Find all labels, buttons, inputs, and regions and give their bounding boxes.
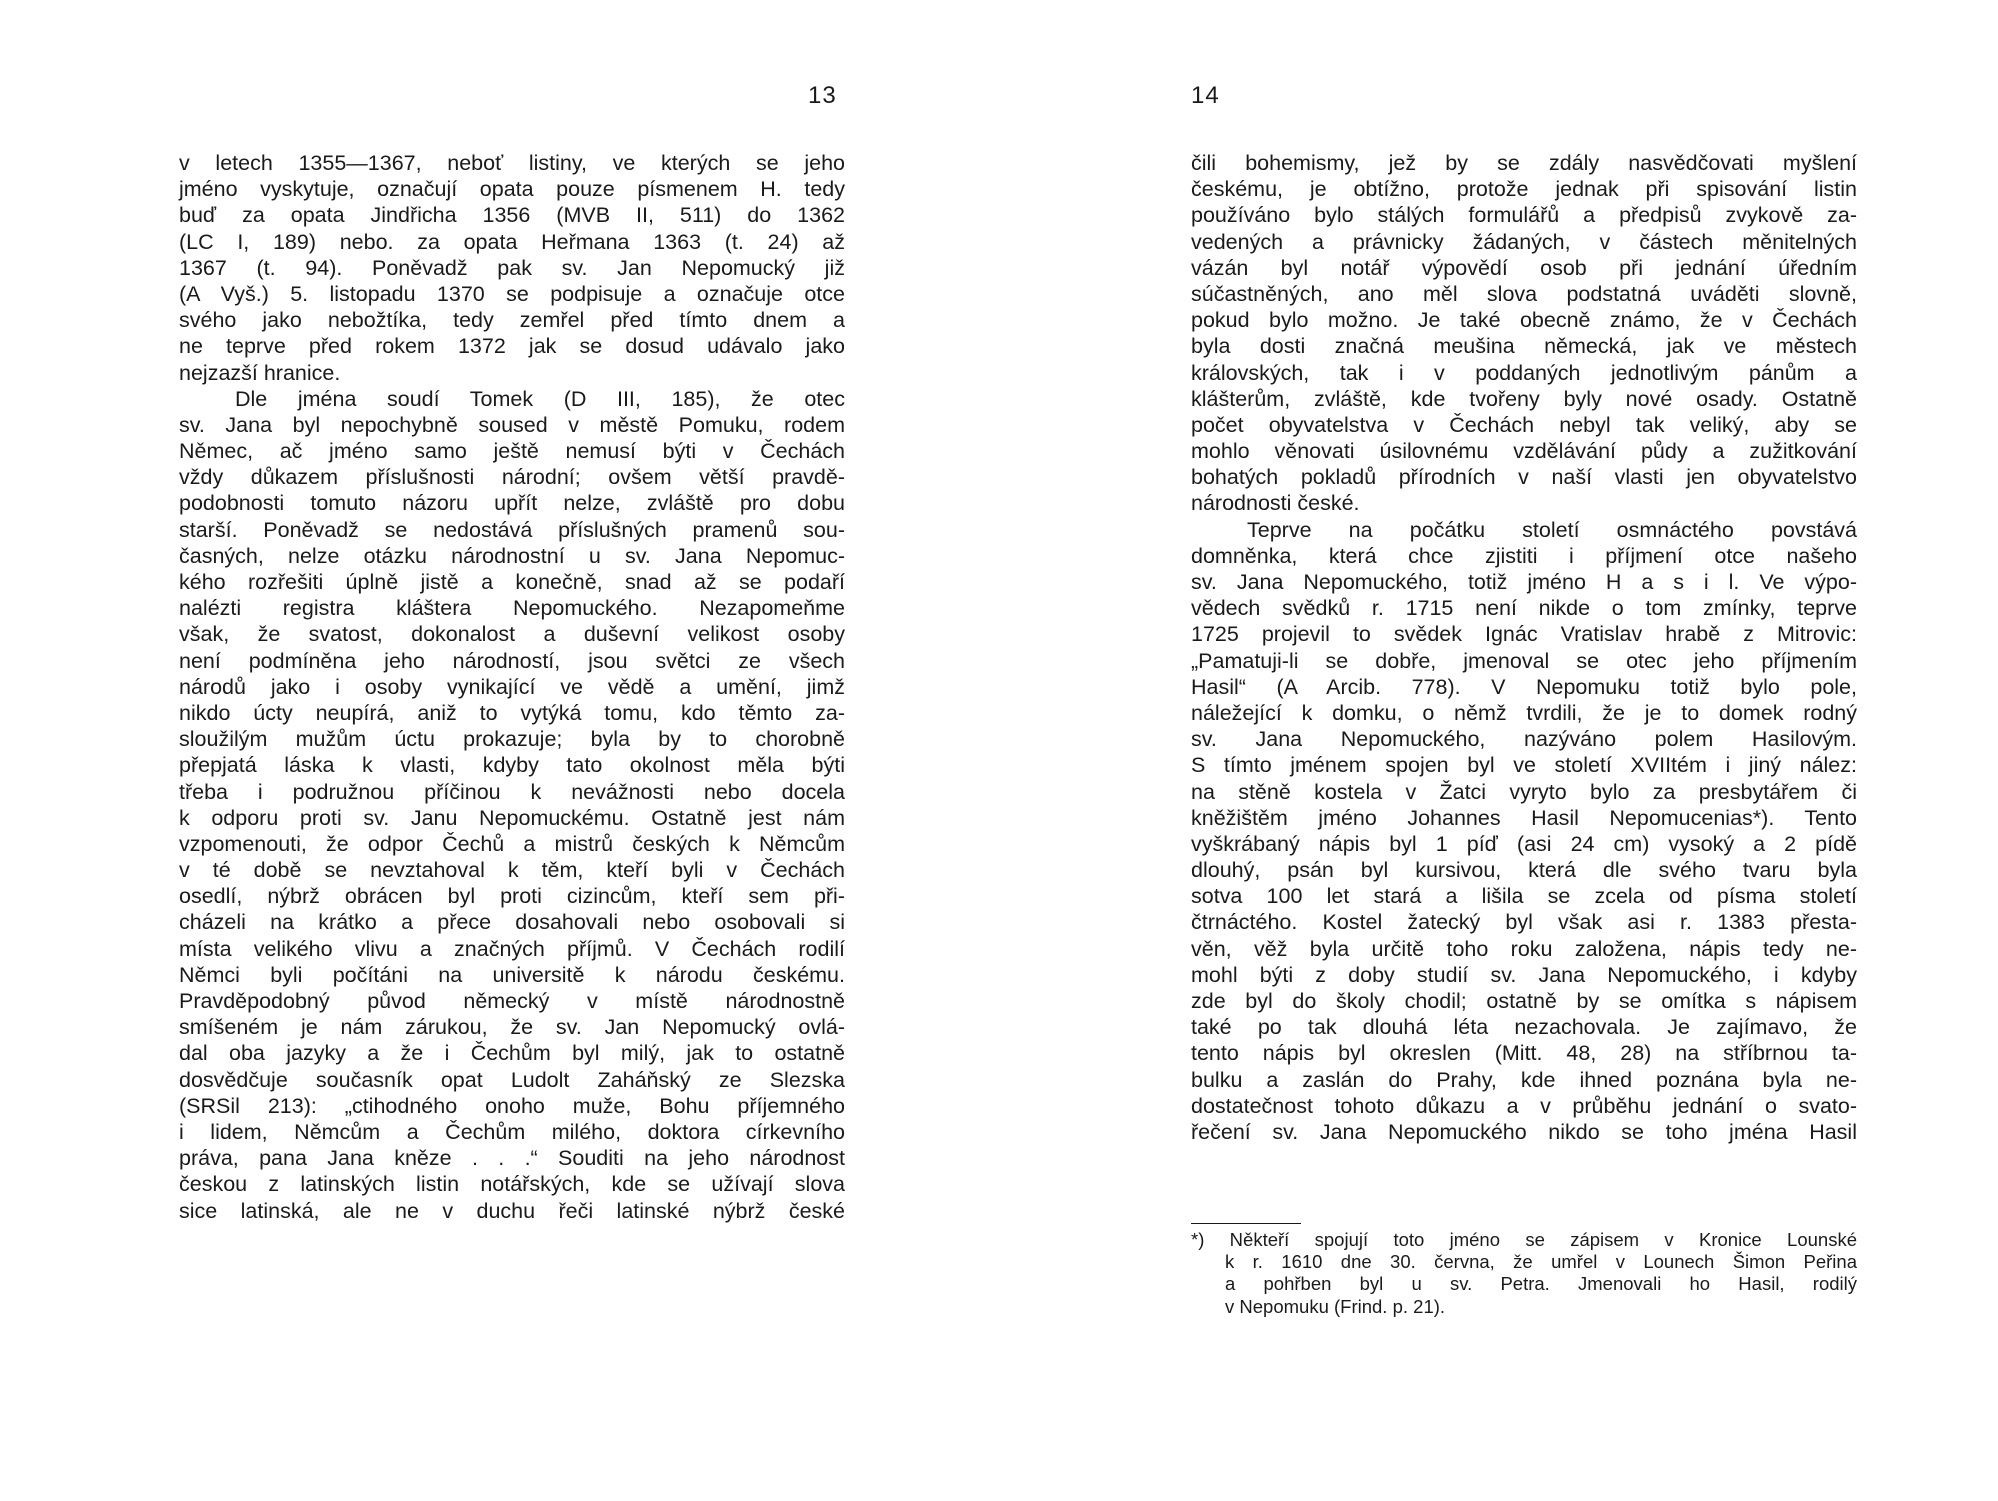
text-line: Teprve na počátku století osmnáctého povstává bbox=[1247, 517, 1857, 542]
text-line: přepjatá láska k vlasti, kdyby tato okolnost měla býti bbox=[179, 753, 845, 778]
text-line: 1367 (t. 94). Poněvadž pak sv. Jan Nepomucký již bbox=[179, 255, 845, 280]
footnote-line: k r. 1610 dne 30. června, že umřel v Lounech Šimon Peřina bbox=[1225, 1251, 1857, 1273]
text-line: sloužilým mužům úctu prokazuje; byla by to chorobně bbox=[179, 727, 845, 752]
text-line: českému, je obtížno, protože jednak při spisování listin bbox=[1191, 177, 1857, 202]
text-line: vyškrábaný nápis byl 1 píď (asi 24 cm) vysoký a 2 pídě bbox=[1191, 831, 1857, 856]
footnote-line: v Nepomuku (Frind. p. 21). bbox=[1225, 1295, 1446, 1317]
text-line: není podmíněna jeho národností, jsou světci ze všech bbox=[179, 648, 845, 673]
text-line: používáno bylo stálých formulářů a předpisů zvykově za- bbox=[1191, 203, 1857, 228]
page-number: 13 bbox=[808, 82, 837, 109]
text-line: Němec, ač jméno samo ještě nemusí býti v Čechách bbox=[179, 439, 845, 464]
text-line: časných, nelze otázku národnostní u sv. Jana Nepomuc- bbox=[179, 543, 845, 568]
text-line: v letech 1355—1367, neboť listiny, ve kterých se jeho bbox=[179, 151, 845, 175]
footnote-line: *) Někteří spojují toto jméno se zápisem v Kronice Lounské bbox=[1191, 1229, 1857, 1250]
text-line: Dle jména soudí Tomek (D III, 185), že otec bbox=[235, 386, 845, 411]
text-line: sice latinská, ale ne v duchu řeči latinské nýbrž české bbox=[179, 1198, 845, 1223]
text-line: (A Vyš.) 5. listopadu 1370 se podpisuje a označuje otce bbox=[179, 281, 845, 306]
text-line: osedlí, nýbrž obrácen byl proti cizincům, kteří sem při- bbox=[179, 884, 845, 909]
text-line: (SRSil 213): „ctihodného onoho muže, Bohu příjemného bbox=[179, 1093, 845, 1118]
right-page bbox=[999, 0, 1998, 1501]
text-line: súčastněných, ano měl slova podstatná uváděti slovně, bbox=[1191, 281, 1857, 306]
text-line: buď za opata Jindřicha 1356 (MVB II, 511) do 1362 bbox=[179, 203, 845, 228]
text-line: v té době se nevztahoval k těm, kteří byli v Čechách bbox=[179, 858, 845, 883]
text-line: (LC I, 189) nebo. za opata Heřmana 1363 (t. 24) až bbox=[179, 229, 845, 254]
text-line: vedených a právnicky žádaných, v částech měnitelných bbox=[1191, 229, 1857, 254]
text-line: třeba i podružnou příčinou k nevážnosti nebo docela bbox=[179, 779, 845, 804]
text-line: řečení sv. Jana Nepomuckého nikdo se toho jména Hasil bbox=[1191, 1119, 1857, 1144]
text-line: čili bohemismy, jež by se zdály nasvědčovati myšlení bbox=[1191, 151, 1857, 175]
text-line: vždy důkazem příslušnosti národní; ovšem větší pravdě- bbox=[179, 465, 845, 490]
footnote-line: a pohřben byl u sv. Petra. Jmenovali ho Hasil, rodilý bbox=[1225, 1273, 1857, 1295]
footnote-rule bbox=[1191, 1223, 1301, 1224]
text-line: mohlo věnovati úsilovnému vzdělávání půdy a zužitkování bbox=[1191, 439, 1857, 464]
text-line: národnosti české. bbox=[1191, 491, 1360, 516]
body-text bbox=[179, 150, 845, 1224]
text-line: 1725 projevil to svědek Ignác Vratislav hrabě z Mitrovic: bbox=[1191, 622, 1857, 647]
text-line: národů jako i osoby vynikající ve vědě a umění, jimž bbox=[179, 674, 845, 699]
text-line: nikdo úcty neupírá, aniž to vytýká tomu, kdo těmto za- bbox=[179, 700, 845, 725]
page-number: 14 bbox=[1191, 82, 1220, 109]
text-line: počet obyvatelstva v Čechách nebyl tak veliký, aby se bbox=[1191, 412, 1857, 437]
text-line: nalézti registra kláštera Nepomuckého. Nezapomeňme bbox=[179, 596, 845, 621]
text-line: Pravděpodobný původ německý v místě národnostně bbox=[179, 989, 845, 1013]
text-line: cházeli na krátko a přece dosahovali nebo osobovali si bbox=[179, 910, 845, 935]
text-line: vzpomenouti, že odpor Čechů a mistrů českých k Němcům bbox=[179, 831, 845, 856]
text-line: náležející k domku, o němž tvrdili, že je to domek rodný bbox=[1191, 700, 1857, 725]
text-line: věn, věž byla určitě toho roku založena, nápis tedy ne- bbox=[1191, 936, 1857, 961]
text-line: k odporu proti sv. Janu Nepomuckému. Ostatně jest nám bbox=[179, 805, 845, 830]
text-line: tento nápis byl okreslen (Mitt. 48, 28) na stříbrnou ta- bbox=[1191, 1041, 1857, 1066]
text-line: bohatých pokladů přírodních v naší vlasti jen obyvatelstvo bbox=[1191, 465, 1857, 490]
text-line: mohl býti z doby studií sv. Jana Nepomuckého, i kdyby bbox=[1191, 962, 1857, 987]
text-line: podobnosti tomuto názoru upřít nelze, zvláště pro dobu bbox=[179, 491, 845, 516]
text-line: smíšeném je nám zárukou, že sv. Jan Nepomucký ovlá- bbox=[179, 1015, 845, 1040]
text-line: kněžištěm jméno Johannes Hasil Nepomucenias*). Tento bbox=[1191, 805, 1857, 830]
text-line: čtrnáctého. Kostel žatecký byl však asi r. 1383 přesta- bbox=[1191, 910, 1857, 935]
text-line: dal oba jazyky a že i Čechům byl milý, jak to ostatně bbox=[179, 1041, 845, 1066]
text-line: Němci byli počítáni na universitě k národu českému. bbox=[179, 962, 845, 987]
text-line: královských, tak i v poddaných jednotlivým pánům a bbox=[1191, 360, 1857, 385]
text-line: svého jako nebožtíka, tedy zemřel před tímto dnem a bbox=[179, 308, 845, 333]
text-line: na stěně kostela v Žatci vyryto bylo za presbytářem či bbox=[1191, 779, 1857, 804]
text-line: jméno vyskytuje, označují opata pouze písmenem H. tedy bbox=[179, 177, 845, 202]
text-line: „Pamatuji-li se dobře, jmenoval se otec jeho příjmením bbox=[1191, 648, 1857, 673]
footnote bbox=[1191, 1229, 1857, 1318]
text-line: S tímto jménem spojen byl ve století XVIItém i jiný nález: bbox=[1191, 753, 1857, 778]
text-line: místa velikého vlivu a značných příjmů. V Čechách rodilí bbox=[179, 936, 845, 961]
text-line: kého rozřešiti úplně jistě a konečně, snad až se podaří bbox=[179, 570, 845, 594]
text-line: klášterům, zvláště, kde tvořeny byly nové osady. Ostatně bbox=[1191, 386, 1857, 411]
text-line: vědech svědků r. 1715 není nikde o tom zmínky, teprve bbox=[1191, 596, 1857, 621]
text-line: sv. Jana byl nepochybně soused v městě Pomuku, rodem bbox=[179, 412, 845, 437]
text-line: práva, pana Jana kněze . . .“ Souditi na jeho národnost bbox=[179, 1146, 845, 1171]
text-line: však, že svatost, dokonalost a duševní velikost osoby bbox=[179, 622, 845, 647]
text-line: sotva 100 let stará a lišila se zcela od písma století bbox=[1191, 884, 1857, 909]
text-line: bulku a zaslán do Prahy, kde ihned poznána byla ne- bbox=[1191, 1067, 1857, 1092]
text-line: byla dosti značná meušina německá, jak ve městech bbox=[1191, 334, 1857, 359]
text-line: domněnka, která chce zjistiti i příjmení otce našeho bbox=[1191, 543, 1857, 568]
text-line: zde byl do školy chodil; ostatně by se omítka s nápisem bbox=[1191, 989, 1857, 1013]
text-line: také po tak dlouhá léta nezachovala. Je zajímavo, že bbox=[1191, 1015, 1857, 1040]
text-line: nejzazší hranice. bbox=[179, 360, 341, 385]
body-text bbox=[1191, 150, 1857, 1145]
text-line: starší. Poněvadž se nedostává příslušných pramenů sou- bbox=[179, 517, 845, 542]
text-line: sv. Jana Nepomuckého, totiž jméno H a s i l. Ve výpo- bbox=[1191, 570, 1857, 594]
text-line: ne teprve před rokem 1372 jak se dosud udávalo jako bbox=[179, 334, 845, 359]
text-line: pokud bylo možno. Je také obecně známo, že v Čechách bbox=[1191, 308, 1857, 333]
text-line: dlouhý, psán byl kursivou, která dle svého tvaru byla bbox=[1191, 858, 1857, 883]
text-line: dostatečnost tohoto důkazu a v průběhu jednání o svato- bbox=[1191, 1093, 1857, 1118]
text-line: vázán byl notář výpovědí osob při jednání úředním bbox=[1191, 255, 1857, 280]
text-line: i lidem, Němcům a Čechům milého, doktora církevního bbox=[179, 1119, 845, 1144]
text-line: českou z latinských listin notářských, kde se užívají slova bbox=[179, 1172, 845, 1197]
text-line: sv. Jana Nepomuckého, nazýváno polem Hasilovým. bbox=[1191, 727, 1857, 752]
text-line: dosvědčuje současník opat Ludolt Zaháňský ze Slezska bbox=[179, 1067, 845, 1092]
text-line: Hasil“ (A Arcib. 778). V Nepomuku totiž bylo pole, bbox=[1191, 674, 1857, 699]
